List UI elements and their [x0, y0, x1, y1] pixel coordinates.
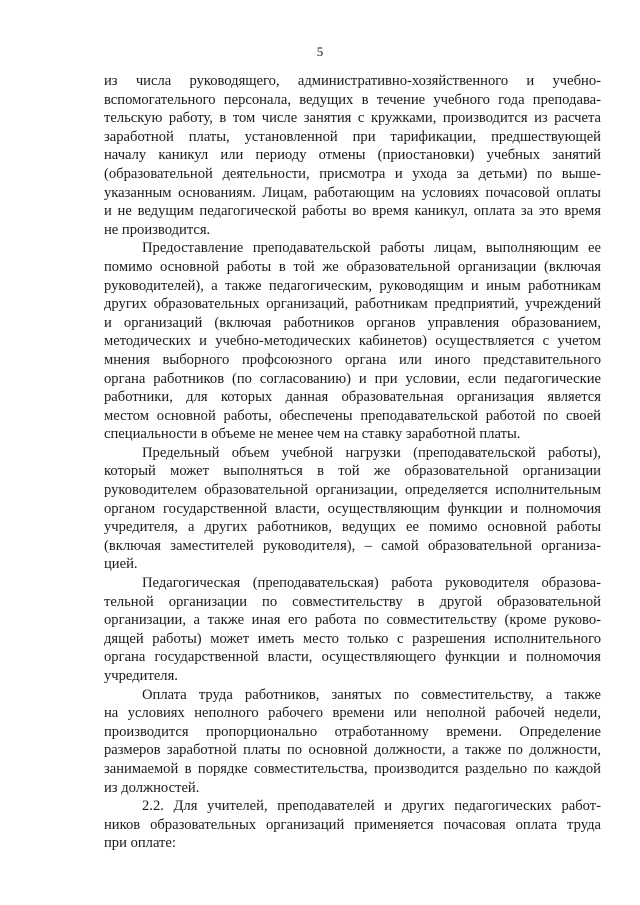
text-line: на условиях неполного рабочего времени или неполной рабочей недели, [104, 705, 601, 722]
text-line: при оплате: [104, 835, 176, 852]
text-line: указанным основаниям. Лицам, работающим на условиях почасовой оплаты [104, 184, 601, 201]
text-line: местом основной работы, обеспечены преподавательской работой по своей [104, 407, 601, 424]
text-line: учредителя. [104, 668, 178, 684]
text-line: работники, для которых данная образовательная организация является [104, 389, 601, 406]
text-line: размеров заработной платы по основной должности, а также по должности, [104, 742, 601, 759]
document-body [104, 72, 601, 853]
text-line: Педагогическая (преподавательская) работа руководителя образова- [142, 575, 601, 592]
text-line: ников образовательных организаций применяется почасовая оплата труда [104, 816, 601, 833]
text-line: и организаций (включая работников органов управления образованием, [104, 314, 601, 331]
text-line: производится пропорционально отработанному времени. Определение [104, 723, 601, 740]
text-line: цией. [104, 556, 138, 573]
text-line: методических и учебно-методических кабинетов) осуществляется с учетом [104, 333, 601, 350]
text-line: учредителя, а других работников, ведущих ее помимо основной работы [104, 519, 601, 536]
text-line: вспомогательного персонала, ведущих в течение учебного года преподава- [104, 91, 601, 108]
text-line: началу каникул или периоду отмены (приостановки) учебных занятий [104, 147, 601, 164]
text-line: дящей работы) может иметь место только с разрешения исполнительного [104, 630, 601, 647]
text-line: мнения выборного профсоюзного органа или иного представительного [104, 351, 601, 368]
text-line: 2.2. Для учителей, преподавателей и других педагогических работ- [142, 798, 601, 815]
text-line: который может выполняться в той же образовательной организации [104, 463, 601, 480]
text-line: других образовательных организаций, работникам предприятий, учреждений [104, 296, 601, 313]
text-line: Оплата труда работников, занятых по совместительству, а также [142, 686, 601, 703]
text-line: органа работников (по согласованию) и при условии, если педагогические [104, 370, 601, 387]
paragraph-4 [104, 574, 601, 686]
page-number: 5 [316, 44, 324, 59]
text-line: (образовательной деятельности, присмотра и ухода за детьми) по выше- [104, 165, 601, 182]
text-line: из числа руководящего, административно-хозяйственного и учебно- [104, 73, 601, 89]
paragraph-1 [104, 72, 601, 239]
text-line: Предельный объем учебной нагрузки (преподавательской работы), [142, 444, 601, 461]
text-line: Предоставление преподавательской работы лицам, выполняющим ее [142, 240, 601, 257]
text-line: занимаемой в порядке совместительства, производится раздельно по каждой [104, 760, 601, 777]
text-line: из должностей. [104, 779, 200, 796]
text-line: помимо основной работы в той же образовательной организации (включая [104, 258, 601, 275]
paragraph-5 [104, 686, 601, 798]
paragraph-6 [104, 797, 601, 853]
text-line: и не ведущим педагогической работы во время каникул, оплата за это время [104, 203, 601, 220]
text-line: тельной организации по совместительству в другой образовательной [104, 593, 601, 610]
text-line: организации, а также иная его работа по совместительству (кроме руково- [104, 612, 601, 629]
paragraph-3 [104, 444, 601, 574]
text-line: органом государственной власти, осуществляющим функции и полномочия [104, 500, 601, 517]
text-line: заработной платы, установленной при тарификации, предшествующей [104, 128, 601, 145]
text-line: не производится. [104, 221, 211, 238]
text-line: специальности в объеме не менее чем на ставку заработной платы. [104, 426, 521, 443]
text-line: органа государственной власти, осуществляющего функции и полномочия [104, 649, 601, 666]
paragraph-2 [104, 239, 601, 444]
text-line: руководителем образовательной организации, определяется исполнительным [104, 482, 601, 499]
text-line: тельскую работу, в том числе занятия с кружками, производится из расчета [104, 110, 601, 127]
text-line: руководителей), а также педагогическим, руководящим и иным работникам [104, 277, 601, 294]
text-line: (включая заместителей руководителя), – самой образовательной организа- [104, 537, 601, 554]
